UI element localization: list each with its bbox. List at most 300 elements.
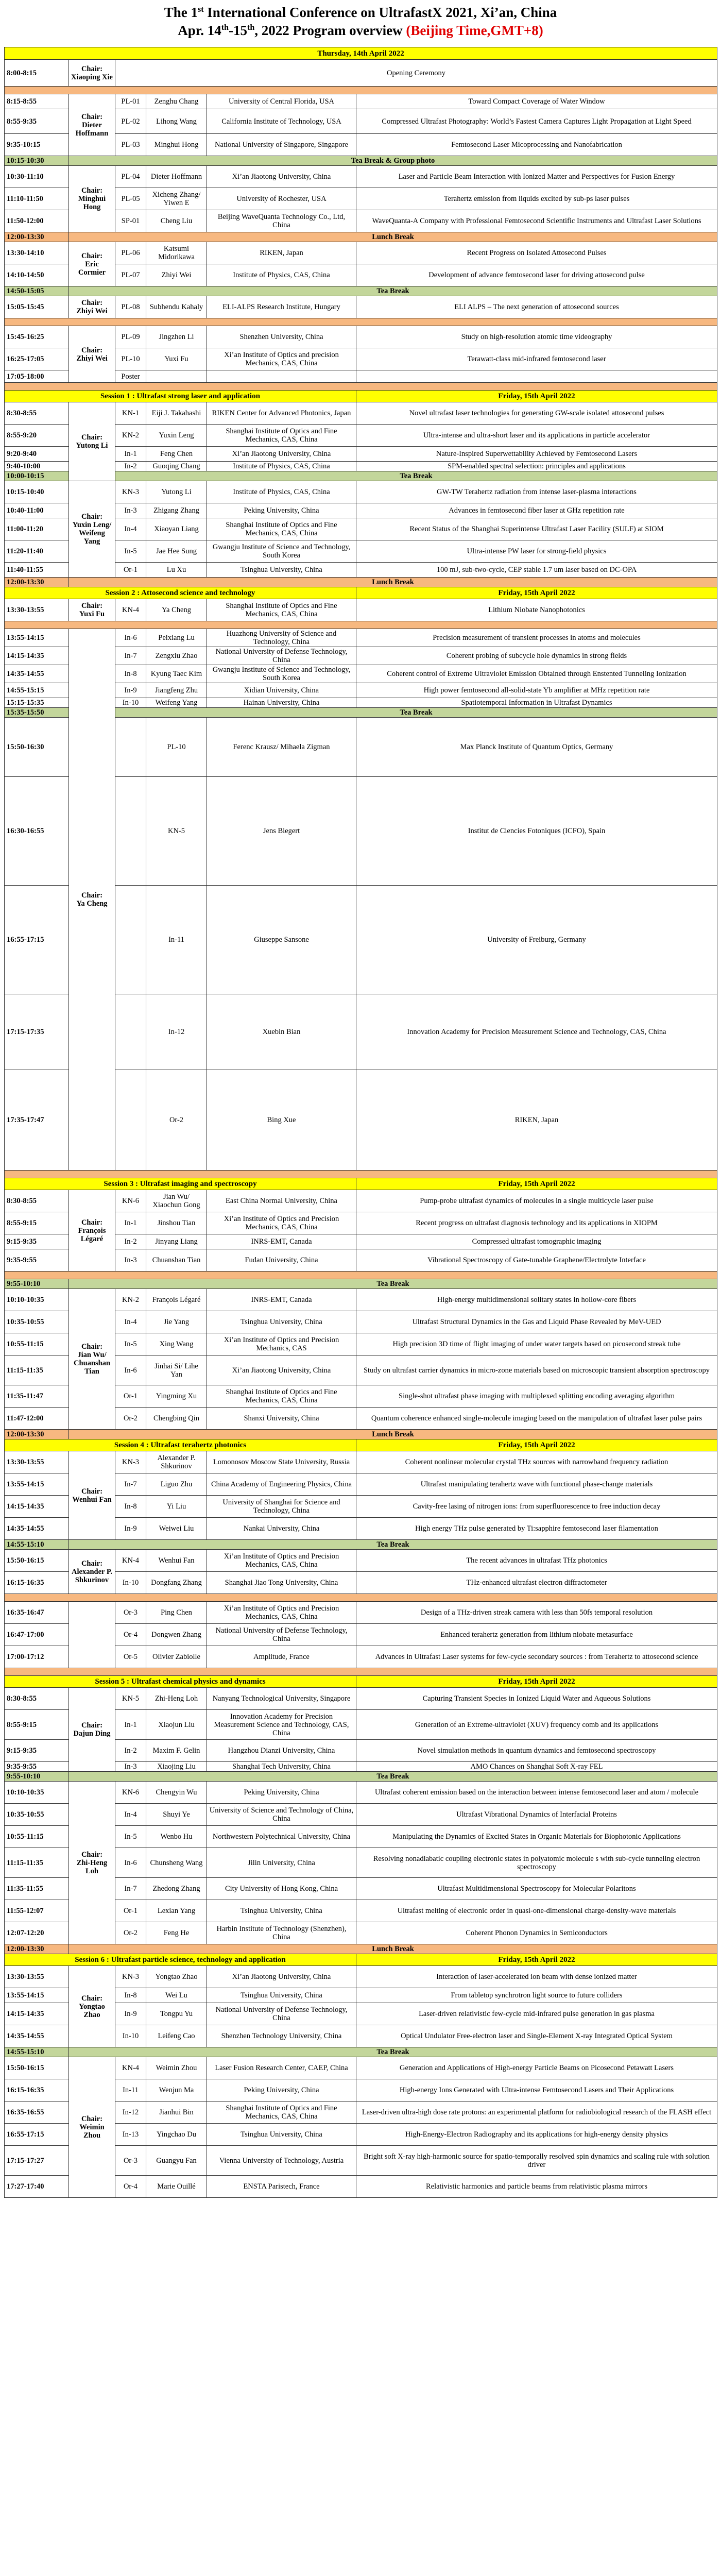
talk-title: Bright soft X-ray high-harmonic source for spatio-temporally resolved spin dynamics and scaling rule with solution driver: [356, 2146, 717, 2176]
talk-title: Terahertz emission from liquids excited by sub-ps laser pulses: [356, 188, 717, 210]
schedule-row: [5, 1439, 717, 1451]
session-title: Session 1 : Ultrafast strong laser and application: [5, 391, 356, 402]
talk-code: In-4: [115, 518, 146, 540]
speaker-affiliation: Hangzhou Dianzi University, China: [207, 1740, 356, 1762]
session-chair: Chair: Wenhui Fan: [69, 1451, 115, 1540]
speaker-affiliation: National University of Defense Technology, China: [207, 2003, 356, 2025]
talk-title: Pump-probe ultrafast dynamics of molecules in a single multicycle laser pulse: [356, 1190, 717, 1212]
speaker-affiliation: Institut de Ciencies Fotoniques (ICFO), Spain: [356, 777, 717, 886]
speaker-name: Xiaoyan Liang: [146, 518, 207, 540]
time-slot: 10:35-10:55: [5, 1311, 69, 1333]
schedule-row: [5, 1594, 717, 1602]
time-slot: 8:55-9:35: [5, 109, 69, 134]
speaker-affiliation: Shanghai Institute of Optics and Fine Mechanics, CAS, China: [207, 2102, 356, 2124]
time-slot: 11:00-11:20: [5, 518, 69, 540]
session-chair: Chair: Zhi-Heng Loh: [69, 1782, 115, 1944]
break-time: 15:35-15:50: [5, 708, 69, 718]
section-gap: [5, 1171, 717, 1178]
talk-code: Or-1: [115, 563, 146, 578]
talk-code: KN-2: [115, 1289, 146, 1311]
time-slot: 16:30-16:55: [5, 777, 69, 886]
speaker-name: Jie Yang: [146, 1311, 207, 1333]
speaker-affiliation: [207, 370, 356, 383]
speaker-affiliation: RIKEN, Japan: [356, 1070, 717, 1171]
speaker-name: Subhendu Kahaly: [146, 296, 207, 318]
session-chair: Chair: Dajun Ding: [69, 1688, 115, 1772]
talk-title: Ultrafast Structural Dynamics in the Gas and Liquid Phase Revealed by MeV-UED: [356, 1311, 717, 1333]
speaker-name: Yingchao Du: [146, 2124, 207, 2146]
session-chair: [115, 886, 146, 994]
section-gap: [5, 1668, 717, 1676]
talk-code: In-11: [115, 2079, 146, 2102]
time-slot: 13:30-13:55: [5, 1451, 69, 1473]
speaker-affiliation: Tsinghua University, China: [207, 2124, 356, 2146]
time-slot: 14:15-14:35: [5, 1496, 69, 1518]
talk-title: ELI ALPS – The next generation of attosecond sources: [356, 296, 717, 318]
talk-code: In-12: [146, 994, 207, 1070]
speaker-name: Dieter Hoffmann: [146, 166, 207, 188]
speaker-name: Zhi-Heng Loh: [146, 1688, 207, 1710]
speaker-name: Liguo Zhu: [146, 1473, 207, 1496]
speaker-name: Xing Wang: [146, 1333, 207, 1355]
session-chair: [115, 1070, 146, 1171]
talk-code: In-5: [115, 540, 146, 563]
schedule-row: [5, 402, 717, 425]
tea-break: Tea Break: [69, 1540, 717, 1550]
talk-title: Femtosecond Laser Micoprocessing and Nanofabrication: [356, 134, 717, 156]
speaker-name: Yi Liu: [146, 1496, 207, 1518]
speaker-affiliation: Institute of Physics, CAS, China: [207, 264, 356, 286]
time-slot: 13:55-14:15: [5, 1473, 69, 1496]
tea-break: Tea Break: [115, 471, 717, 481]
talk-code: PL-01: [115, 94, 146, 109]
talk-title: Recent Progress on Isolated Attosecond Pulses: [356, 242, 717, 264]
speaker-name: Weifeng Yang: [146, 698, 207, 708]
time-slot: 16:35-16:55: [5, 2102, 69, 2124]
talk-title: Terawatt-class mid-infrared femtosecond laser: [356, 348, 717, 370]
talk-code: KN-6: [115, 1782, 146, 1804]
speaker-affiliation: Shanghai Institute of Optics and Fine Mechanics, CAS, China: [207, 518, 356, 540]
talk-code: Or-2: [146, 1070, 207, 1171]
tea-break: Tea Break: [69, 2047, 717, 2057]
speaker-name: Yutong Li: [146, 481, 207, 503]
talk-title: Design of a THz-driven streak camera with less than 50fs temporal resolution: [356, 1602, 717, 1624]
talk-title: Coherent Phonon Dynamics in Semiconductors: [356, 1922, 717, 1944]
talk-title: GW-TW Terahertz radiation from intense laser-plasma interactions: [356, 481, 717, 503]
schedule-row: [5, 391, 717, 402]
speaker-name: Olivier Zabiolle: [146, 1646, 207, 1668]
talk-code: In-3: [115, 503, 146, 518]
schedule-row: [5, 47, 717, 60]
schedule-row: [5, 232, 717, 242]
speaker-name: Zhiyi Wei: [146, 264, 207, 286]
time-slot: 11:40-11:55: [5, 563, 69, 578]
speaker-affiliation: Tsinghua University, China: [207, 1988, 356, 2003]
talk-title: Capturing Transient Species in Ionized Liquid Water and Aqueous Solutions: [356, 1688, 717, 1710]
time-slot: 16:47-17:00: [5, 1624, 69, 1646]
time-slot: 14:15-14:35: [5, 2003, 69, 2025]
time-slot: 15:50-16:15: [5, 1550, 69, 1572]
talk-code: In-1: [115, 447, 146, 462]
session-chair: Chair: Dieter Hoffmann: [69, 94, 115, 156]
speaker-name: Xiaojun Liu: [146, 1710, 207, 1740]
talk-title: Toward Compact Coverage of Water Window: [356, 94, 717, 109]
talk-title: [356, 370, 717, 383]
talk-code: In-12: [115, 2102, 146, 2124]
speaker-affiliation: Amplitude, France: [207, 1646, 356, 1668]
time-slot: 8:15-8:55: [5, 94, 69, 109]
talk-code: Or-2: [115, 1922, 146, 1944]
speaker-affiliation: Xi’an Jiaotong University, China: [207, 1355, 356, 1385]
session-chair: Chair: Weimin Zhou: [69, 2057, 115, 2198]
talk-title: Coherent nonlinear molecular crystal THz sources with narrowband frequency radiation: [356, 1451, 717, 1473]
schedule-row: [5, 326, 717, 348]
schedule-row: [5, 578, 717, 587]
talk-code: In-7: [115, 1473, 146, 1496]
speaker-name: Xicheng Zhang/ Yiwen E: [146, 188, 207, 210]
time-slot: 8:00-8:15: [5, 60, 69, 87]
talk-code: PL-10: [146, 718, 207, 777]
talk-code: In-2: [115, 462, 146, 471]
time-slot: 10:55-11:15: [5, 1333, 69, 1355]
session-date: Friday, 15th April 2022: [356, 391, 717, 402]
talk-code: Or-5: [115, 1646, 146, 1668]
speaker-name: Jinshou Tian: [146, 1212, 207, 1234]
talk-code: In-2: [115, 1234, 146, 1249]
speaker-affiliation: Northwestern Polytechnical University, China: [207, 1826, 356, 1848]
speaker-name: Dongfang Zhang: [146, 1572, 207, 1594]
speaker-name: Weimin Zhou: [146, 2057, 207, 2079]
time-slot: 10:30-11:10: [5, 166, 69, 188]
time-slot: 8:55-9:15: [5, 1212, 69, 1234]
talk-title: Coherent control of Extreme Ultraviolet Emission Obtained through Enstented Tunneling Ionization: [356, 665, 717, 683]
speaker-affiliation: University of Shanghai for Science and Technology, China: [207, 1496, 356, 1518]
talk-title: Recent progress on ultrafast diagnosis technology and its applications in XIOPM: [356, 1212, 717, 1234]
time-slot: 11:55-12:07: [5, 1900, 69, 1922]
time-slot: 9:35-10:15: [5, 134, 69, 156]
talk-code: In-8: [115, 1988, 146, 2003]
talk-title: Ultrafast Vibrational Dynamics of Interfacial Proteins: [356, 1804, 717, 1826]
break-time: 10:00-10:15: [5, 471, 69, 481]
schedule-row: [5, 156, 717, 166]
schedule-row: [5, 629, 717, 647]
schedule-row: [5, 166, 717, 188]
speaker-name: Marie Ouillé: [146, 2176, 207, 2198]
speaker-name: Jingzhen Li: [146, 326, 207, 348]
speaker-name: Tongpu Yu: [146, 2003, 207, 2025]
talk-code: Or-4: [115, 2176, 146, 2198]
time-slot: 10:35-10:55: [5, 1804, 69, 1826]
break-time: 14:50-15:05: [5, 286, 69, 296]
time-slot: 14:15-14:35: [5, 647, 69, 665]
speaker-name: Jiangfeng Zhu: [146, 683, 207, 698]
speaker-affiliation: Shanghai Institute of Optics and Fine Mechanics, CAS, China: [207, 1385, 356, 1408]
schedule-row: [5, 296, 717, 318]
time-slot: 9:35-9:55: [5, 1249, 69, 1272]
speaker-name: Zenghu Chang: [146, 94, 207, 109]
speaker-affiliation: Tsinghua University, China: [207, 1311, 356, 1333]
tea-break: Tea Break: [69, 1772, 717, 1782]
talk-code: Or-1: [115, 1385, 146, 1408]
talk-code: In-10: [115, 2025, 146, 2047]
talk-title: Lithium Niobate Nanophotonics: [356, 599, 717, 621]
talk-code: In-13: [115, 2124, 146, 2146]
speaker-name: Zhigang Zhang: [146, 503, 207, 518]
talk-code: PL-07: [115, 264, 146, 286]
speaker-name: Peixiang Lu: [146, 629, 207, 647]
time-slot: 9:35-9:55: [5, 1762, 69, 1772]
speaker-affiliation: Xi’an Institute of Optics and Precision Mechanics, CAS, China: [207, 1550, 356, 1572]
session-date: Friday, 15th April 2022: [356, 1954, 717, 1966]
talk-code: Or-3: [115, 2146, 146, 2176]
speaker-affiliation: Peking University, China: [207, 503, 356, 518]
day-header: Thursday, 14th April 2022: [5, 47, 717, 60]
talk-title: Vibrational Spectroscopy of Gate-tunable Graphene/Electrolyte Interface: [356, 1249, 717, 1272]
talk-code: In-8: [115, 665, 146, 683]
speaker-name: Jinhai Si/ Lihe Yan: [146, 1355, 207, 1385]
time-slot: 13:30-13:55: [5, 599, 69, 621]
schedule-row: [5, 1451, 717, 1473]
section-gap: [5, 1594, 717, 1602]
tea-break: Tea Break: [115, 708, 717, 718]
schedule-row: [5, 1540, 717, 1550]
section-gap: [5, 318, 717, 326]
talk-title: High-energy Ions Generated with Ultra-intense Femtosecond Lasers and Their Applications: [356, 2079, 717, 2102]
speaker-affiliation: Peking University, China: [207, 1782, 356, 1804]
speaker-name: [146, 370, 207, 383]
break-time: 12:00-13:30: [5, 578, 69, 587]
speaker-affiliation: Gwangju Institute of Science and Technology, South Korea: [207, 540, 356, 563]
session-chair: Chair: Alexander P. Shkurinov: [69, 1550, 115, 1594]
speaker-affiliation: City University of Hong Kong, China: [207, 1878, 356, 1900]
talk-title: Enhanced terahertz generation from lithium niobate metasurface: [356, 1624, 717, 1646]
speaker-affiliation: University of Central Florida, USA: [207, 94, 356, 109]
talk-code: In-1: [115, 1212, 146, 1234]
speaker-affiliation: National University of Defense Technology, China: [207, 1624, 356, 1646]
talk-title: Generation of an Extreme-ultraviolet (XUV) frequency comb and its applications: [356, 1710, 717, 1740]
section-gap: [5, 621, 717, 629]
speaker-affiliation: University of Freiburg, Germany: [356, 886, 717, 994]
session-date: Friday, 15th April 2022: [356, 1676, 717, 1688]
talk-title: Spatiotemporal Information in Ultrafast Dynamics: [356, 698, 717, 708]
speaker-affiliation: Harbin Institute of Technology (Shenzhen), China: [207, 1922, 356, 1944]
speaker-name: Yingming Xu: [146, 1385, 207, 1408]
schedule-row: [5, 87, 717, 94]
talk-title: High-energy multidimensional solitary states in hollow-core fibers: [356, 1289, 717, 1311]
time-slot: 11:15-11:35: [5, 1848, 69, 1878]
talk-code: KN-2: [115, 425, 146, 447]
talk-title: Novel simulation methods in quantum dynamics and femtosecond spectroscopy: [356, 1740, 717, 1762]
speaker-name: Bing Xue: [207, 1070, 356, 1171]
talk-code: KN-4: [115, 2057, 146, 2079]
speaker-affiliation: RIKEN, Japan: [207, 242, 356, 264]
timezone-note: (Beijing Time,GMT+8): [406, 23, 543, 38]
speaker-name: Leifeng Cao: [146, 2025, 207, 2047]
talk-code: In-9: [115, 2003, 146, 2025]
speaker-name: Jian Wu/ Xiaochun Gong: [146, 1190, 207, 1212]
talk-title: The recent advances in ultrafast THz photonics: [356, 1550, 717, 1572]
speaker-name: Katsumi Midorikawa: [146, 242, 207, 264]
session-date: Friday, 15th April 2022: [356, 1439, 717, 1451]
talk-title: Ultra-intense and ultra-short laser and its applications in particle accelerator: [356, 425, 717, 447]
time-slot: 9:15-9:35: [5, 1234, 69, 1249]
lunch-break: Lunch Break: [69, 1430, 717, 1439]
program-title: [0, 0, 721, 47]
session-chair: Chair: Yuxin Leng/ Weifeng Yang: [69, 481, 115, 578]
speaker-name: Chengbing Qin: [146, 1408, 207, 1430]
talk-code: KN-3: [115, 1451, 146, 1473]
speaker-affiliation: National University of Defense Technology, China: [207, 647, 356, 665]
speaker-affiliation: Peking University, China: [207, 2079, 356, 2102]
speaker-affiliation: Fudan University, China: [207, 1249, 356, 1272]
talk-code: In-1: [115, 1710, 146, 1740]
talk-title: Development of advance femtosecond laser for driving attosecond pulse: [356, 264, 717, 286]
time-slot: 15:15-15:35: [5, 698, 69, 708]
time-slot: 14:55-15:15: [5, 683, 69, 698]
session-title: Session 4 : Ultrafast terahertz photonics: [5, 1439, 356, 1451]
talk-code: In-4: [115, 1311, 146, 1333]
session-title: Session 2 : Attosecond science and technology: [5, 587, 356, 599]
speaker-affiliation: Shenzhen University, China: [207, 326, 356, 348]
talk-title: Ultrafast manipulating terahertz wave with functional phase-change materials: [356, 1473, 717, 1496]
speaker-affiliation: Institute of Physics, CAS, China: [207, 481, 356, 503]
speaker-name: François Légaré: [146, 1289, 207, 1311]
tea-break: Tea Break: [69, 1279, 717, 1289]
talk-code: Or-3: [115, 1602, 146, 1624]
talk-title: Optical Undulator Free-electron laser and Single-Element X-ray Integrated Optical System: [356, 2025, 717, 2047]
schedule-row: [5, 242, 717, 264]
talk-title: Novel ultrafast laser technologies for generating GW-scale isolated attosecond pulses: [356, 402, 717, 425]
talk-code: In-5: [115, 1333, 146, 1355]
talk-code: In-7: [115, 647, 146, 665]
speaker-affiliation: National University of Singapore, Singapore: [207, 134, 356, 156]
talk-code: In-3: [115, 1249, 146, 1272]
time-slot: 14:35-14:55: [5, 665, 69, 683]
talk-code: In-10: [115, 1572, 146, 1594]
speaker-name: Jianhui Bin: [146, 2102, 207, 2124]
talk-code: SP-01: [115, 210, 146, 232]
talk-title: Coherent probing of subcycle hole dynamics in strong fields: [356, 647, 717, 665]
speaker-affiliation: Xi’an Institute of Optics and Precision Mechanics, CAS, China: [207, 1212, 356, 1234]
talk-code: In-9: [115, 683, 146, 698]
speaker-name: Chunsheng Wang: [146, 1848, 207, 1878]
break-time: 12:00-13:30: [5, 232, 69, 242]
speaker-name: Guoqing Chang: [146, 462, 207, 471]
time-slot: 16:55-17:15: [5, 886, 69, 994]
event-title: Opening Ceremony: [115, 60, 717, 87]
time-slot: 8:30-8:55: [5, 1688, 69, 1710]
speaker-name: Alexander P. Shkurinov: [146, 1451, 207, 1473]
talk-code: KN-5: [146, 777, 207, 886]
time-slot: 9:15-9:35: [5, 1740, 69, 1762]
talk-code: KN-1: [115, 402, 146, 425]
session-chair: [115, 777, 146, 886]
session-chair: Chair: François Légaré: [69, 1190, 115, 1272]
speaker-affiliation: Innovation Academy for Precision Measurement Science and Technology, CAS, China: [207, 1710, 356, 1740]
time-slot: 16:55-17:15: [5, 2124, 69, 2146]
program-table: [4, 47, 717, 2198]
talk-title: Resolving nonadiabatic coupling electronic states in polyatomic molecule s with sub-cycle tunneling electron spectroscopy: [356, 1848, 717, 1878]
time-slot: 11:10-11:50: [5, 188, 69, 210]
schedule-row: [5, 1772, 717, 1782]
schedule-row: [5, 587, 717, 599]
speaker-affiliation: Shenzhen Technology University, China: [207, 2025, 356, 2047]
talk-code: KN-5: [115, 1688, 146, 1710]
session-title: Session 5 : Ultrafast chemical physics and dynamics: [5, 1676, 356, 1688]
time-slot: 8:30-8:55: [5, 1190, 69, 1212]
speaker-affiliation: Jilin University, China: [207, 1848, 356, 1878]
time-slot: 15:50-16:15: [5, 2057, 69, 2079]
speaker-affiliation: China Academy of Engineering Physics, China: [207, 1473, 356, 1496]
time-slot: 13:55-14:15: [5, 1988, 69, 2003]
talk-title: Relativistic harmonics and particle beams from relativistic plasma mirrors: [356, 2176, 717, 2198]
speaker-affiliation: Hainan University, China: [207, 698, 356, 708]
speaker-affiliation: Huazhong University of Science and Technology, China: [207, 629, 356, 647]
talk-title: High-Energy-Electron Radiography and its applications for high-energy density physics: [356, 2124, 717, 2146]
time-slot: 11:47-12:00: [5, 1408, 69, 1430]
talk-code: KN-3: [115, 1966, 146, 1988]
talk-code: In-10: [115, 698, 146, 708]
talk-title: Interaction of laser-accelerated ion beam with dense ionized matter: [356, 1966, 717, 1988]
talk-code: PL-04: [115, 166, 146, 188]
schedule-row: [5, 1602, 717, 1624]
time-slot: 15:45-16:25: [5, 326, 69, 348]
schedule-row: [5, 94, 717, 109]
talk-title: Cavity-free lasing of nitrogen ions: from superfluorescence to free induction decay: [356, 1496, 717, 1518]
speaker-affiliation: INRS-EMT, Canada: [207, 1234, 356, 1249]
talk-code: PL-09: [115, 326, 146, 348]
speaker-name: Zengxiu Zhao: [146, 647, 207, 665]
talk-title: High precision 3D time of flight imaging of under water targets based on picosecond streak tube: [356, 1333, 717, 1355]
session-chair: Chair: Zhiyi Wei: [69, 296, 115, 318]
talk-code: In-9: [115, 1518, 146, 1540]
speaker-affiliation: Xi’an Jiaotong University, China: [207, 1966, 356, 1988]
time-slot: 14:35-14:55: [5, 1518, 69, 1540]
lunch-break: Lunch Break: [69, 232, 717, 242]
speaker-affiliation: RIKEN Center for Advanced Photonics, Japan: [207, 402, 356, 425]
schedule-row: [5, 318, 717, 326]
lunch-break: Lunch Break: [69, 1944, 717, 1954]
talk-code: In-5: [115, 1826, 146, 1848]
speaker-affiliation: Institute of Physics, CAS, China: [207, 462, 356, 471]
time-slot: 13:30-13:55: [5, 1966, 69, 1988]
schedule-row: [5, 1430, 717, 1439]
speaker-name: Guangyu Fan: [146, 2146, 207, 2176]
speaker-affiliation: Shanghai Tech University, China: [207, 1762, 356, 1772]
talk-title: THz-enhanced ultrafast electron diffractometer: [356, 1572, 717, 1594]
time-slot: 10:10-10:35: [5, 1782, 69, 1804]
time-slot: 17:00-17:12: [5, 1646, 69, 1668]
talk-code: PL-10: [115, 348, 146, 370]
speaker-affiliation: Xi’an Jiaotong University, China: [207, 166, 356, 188]
tea-break: Tea Break & Group photo: [69, 156, 717, 166]
time-slot: 16:35-16:47: [5, 1602, 69, 1624]
speaker-affiliation: ENSTA Paristech, France: [207, 2176, 356, 2198]
talk-code: KN-4: [115, 1550, 146, 1572]
talk-title: Compressed Ultrafast Photography: World’s Fastest Camera Captures Light Propagation at Light Speed: [356, 109, 717, 134]
speaker-name: Giuseppe Sansone: [207, 886, 356, 994]
time-slot: 10:40-11:00: [5, 503, 69, 518]
schedule-row: [5, 383, 717, 391]
talk-code: KN-4: [115, 599, 146, 621]
talk-title: 100 mJ, sub-two-cycle, CEP stable 1.7 um laser based on DC-OPA: [356, 563, 717, 578]
time-slot: 17:05-18:00: [5, 370, 69, 383]
schedule-row: [5, 286, 717, 296]
section-gap: [5, 1272, 717, 1279]
talk-code: In-6: [115, 629, 146, 647]
speaker-name: Yuxin Leng: [146, 425, 207, 447]
talk-code: In-3: [115, 1762, 146, 1772]
